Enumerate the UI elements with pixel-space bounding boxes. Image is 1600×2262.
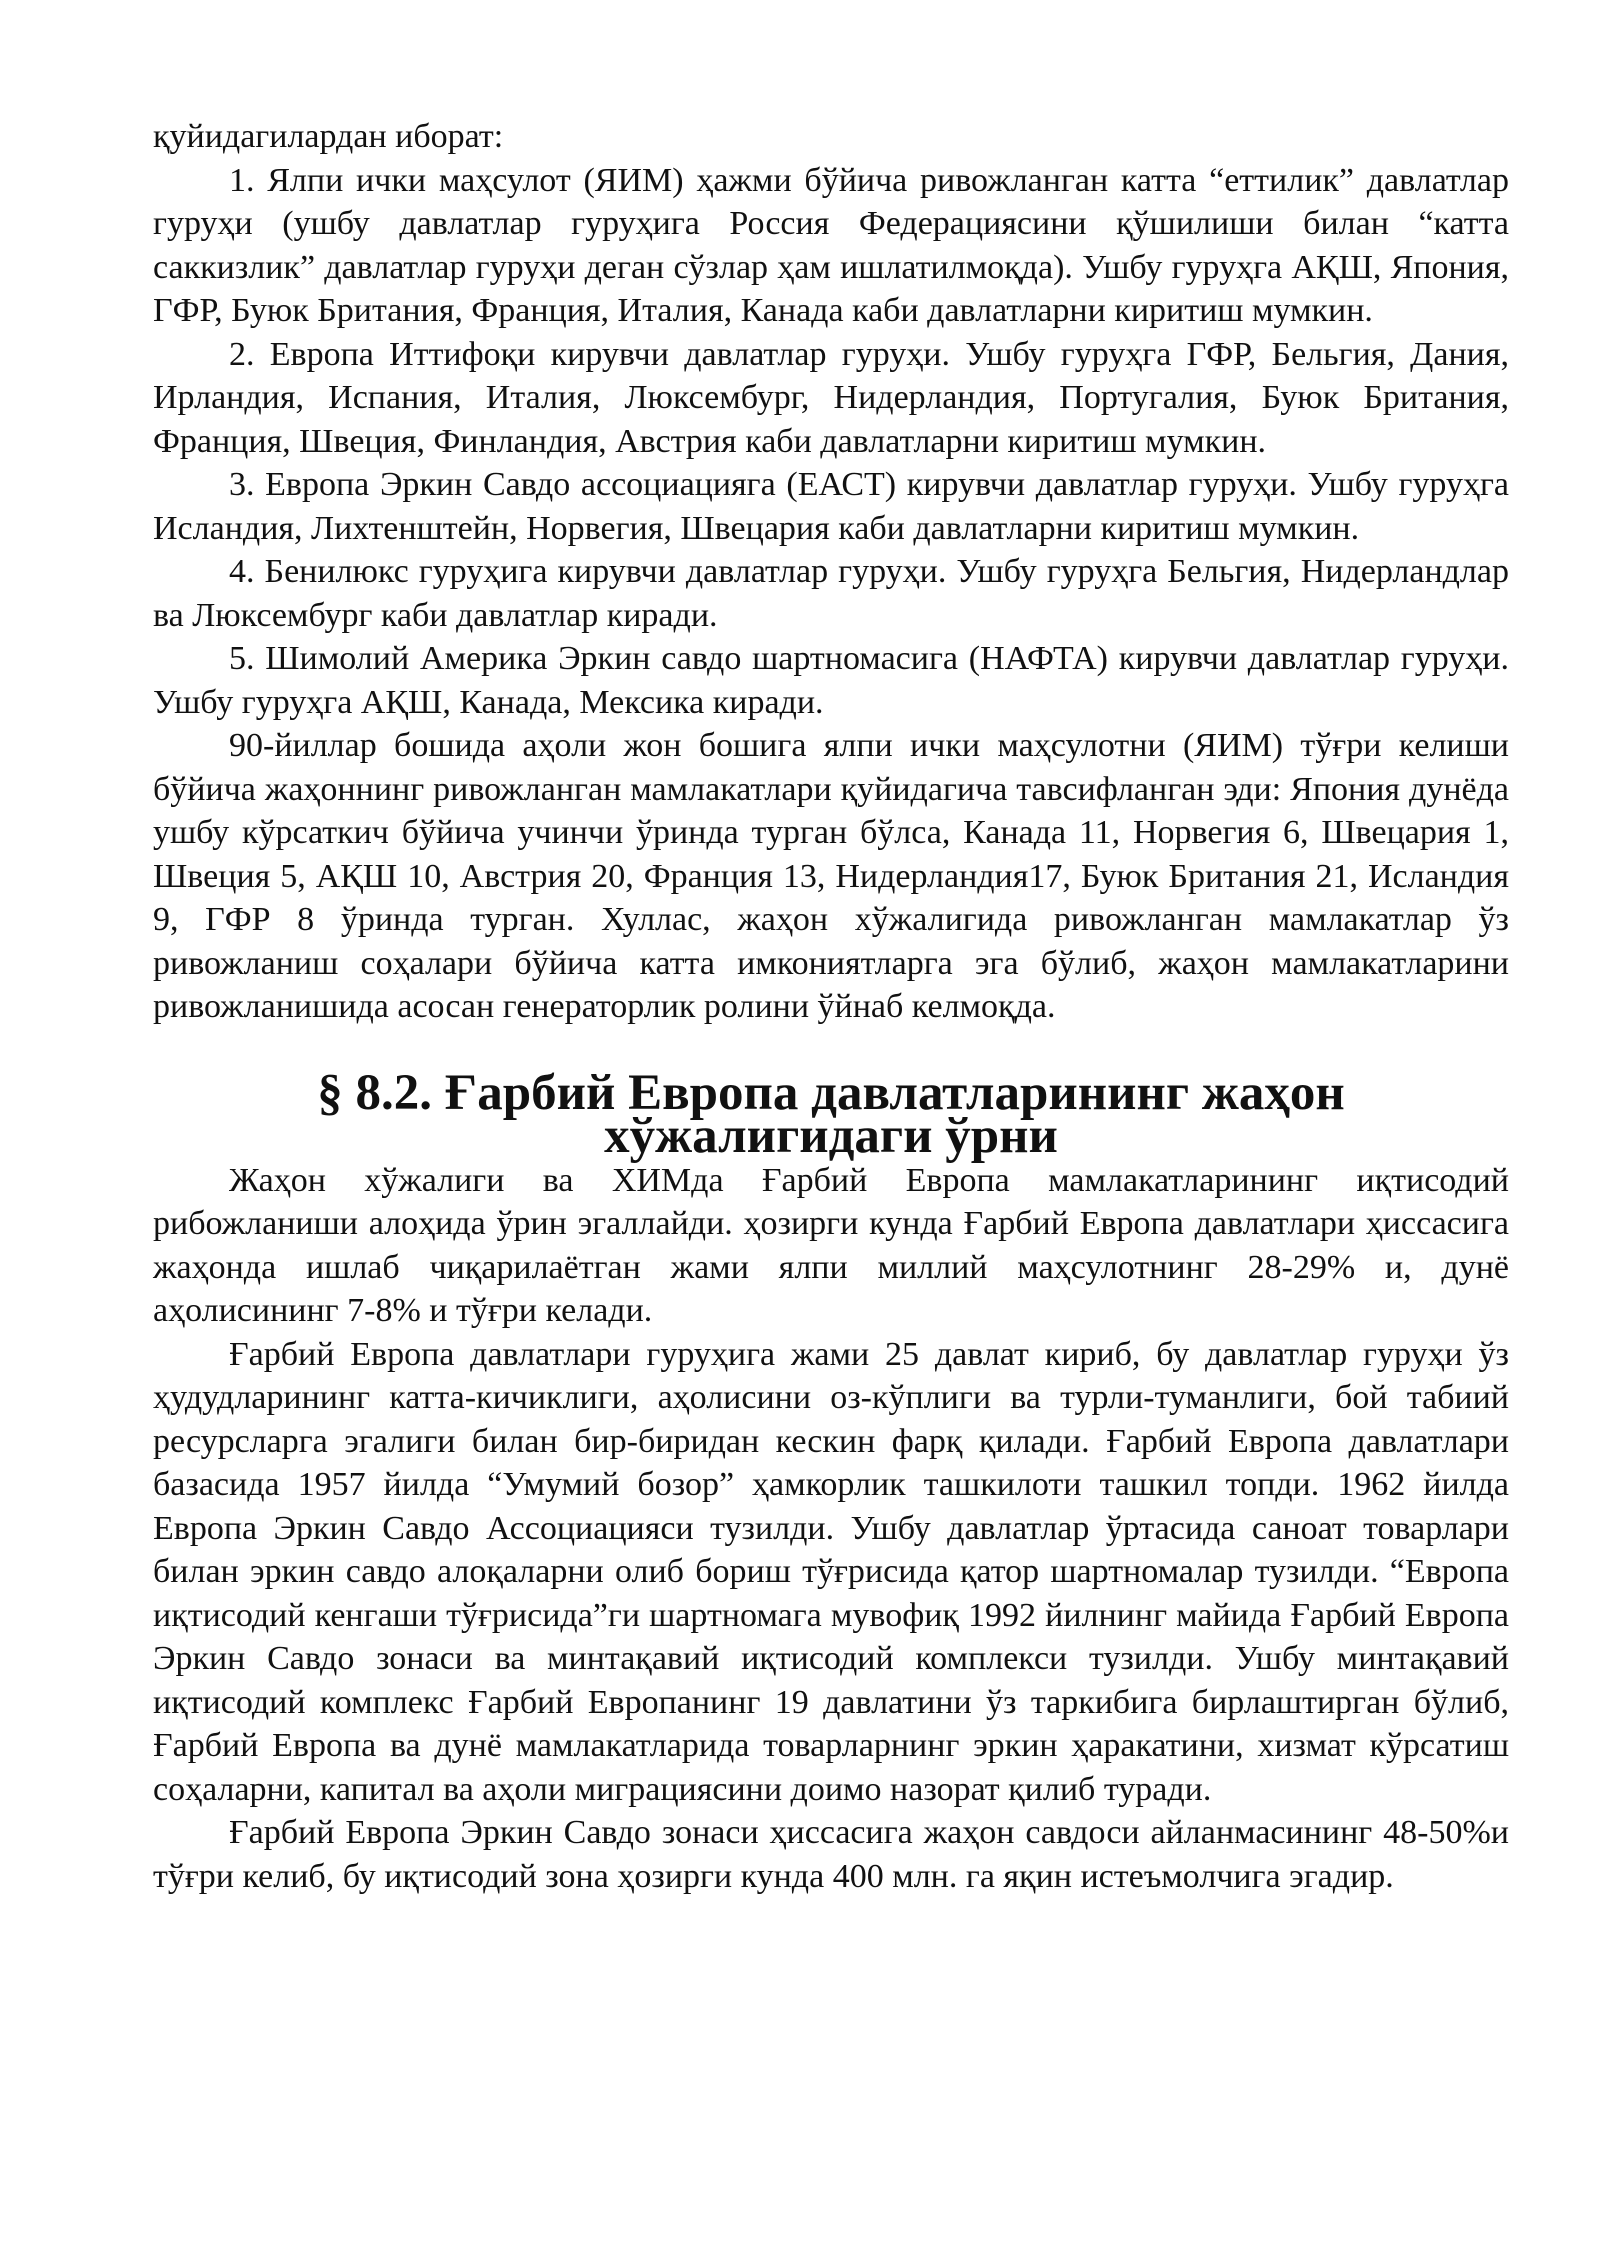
intro-line: қуйидагилардан иборат: <box>153 118 504 155</box>
section-paragraph-1: Жаҳон хўжалиги ва ХИМда Ғарбий Европа мамлакатларининг иқтисодий рибожланиши алоҳида ўрин эгаллайди. ҳозирги кунда Ғарбий Европа давлатлари ҳиссасига жаҳонда ишлаб чиқарилаётган жами ялпи миллий маҳсулотнинг 28-29% и, дунё аҳолисининг 7-8% и тўғри келади. <box>153 1161 1509 1329</box>
list-item-4: 4. Бенилюкс гуруҳига кирувчи давлатлар гуруҳи. Ушбу гуруҳга Бельгия, Нидерландлар ва Люксембург каби давлатлар киради. <box>153 553 1509 634</box>
section-paragraph-2: Ғарбий Европа давлатлари гуруҳига жами 25 давлат кириб, бу давлатлар гуруҳи ўз ҳудудларининг катта-кичиклиги, аҳолисини оз-кўплиги ва турли-туманлиги, бой табиий ресурсларга эгалиги билан бир-биридан кескин фарқ қилади. Ғарбий Европа давлатлари базасида 1957 йилда “Умумий бозор” ҳамкорлик ташкилоти ташкил топди. 1962 йилда Европа Эркин Савдо Ассоциацияси тузилди. Ушбу давлатлар ўртасида саноат товарлари билан эркин савдо алоқаларни олиб бориш тўғрисида қатор шартномалар тузилди. “Европа иқтисодий кенгаши тўғрисида”ги шартномага мувофиқ 1992 йилнинг майида Ғарбий Европа Эркин Савдо зонаси ва минтақавий иқтисодий комплекси тузилди. Ушбу минтақавий иқтисодий комплекс Ғарбий Европанинг 19 давлатини ўз таркибига бирлаштирган бўлиб, Ғарбий Европа ва дунё мамлакатларида товарларнинг эркин ҳаракатини, хизмат кўрсатиш соҳаларни, капитал ва аҳоли миграциясини доимо назорат қилиб туради. <box>153 1335 1509 1808</box>
list-item-5: 5. Шимолий Америка Эркин савдо шартномасига (НАФТА) кирувчи давлатлар гуруҳи. Ушбу гуруҳга АҚШ, Канада, Мексика киради. <box>153 640 1509 721</box>
list-item-1: 1. Ялпи ички маҳсулот (ЯИМ) ҳажми бўйича ривожланган катта “еттилик” давлатлар гуруҳи (ушбу давлатлар гуруҳига Россия Федерациясини қўшилиши билан “катта саккизлик” давлатлар гуруҳи деган сўзлар ҳам ишлатилмоқда). Ушбу гуруҳга АҚШ, Япония, ГФР, Буюк Британия, Франция, Италия, Канада каби давлатларни киритиш мумкин. <box>153 161 1509 329</box>
section-heading: § 8.2. Ғарбий Европа давлатларининг жаҳон хўжалигидаги ўрни <box>317 1064 1345 1164</box>
list-item-2: 2. Европа Иттифоқи кирувчи давлатлар гуруҳи. Ушбу гуруҳга ГФР, Бельгия, Дания, Ирландия, Испания, Италия, Люксембург, Нидерландия, Португалия, Буюк Британия, Франция, Швеция, Финландия, Австрия каби давлатларни киритиш мумкин. <box>153 335 1509 460</box>
section-paragraph-3: Ғарбий Европа Эркин Савдо зонаси ҳиссасига жаҳон савдоси айланмасининг 48-50%и тўғри келиб, бу иқтисодий зона ҳозирги кунда 400 млн. га яқин истеъмолчига эгадир. <box>153 1814 1509 1895</box>
paragraph-90s-ranking: 90-йиллар бошида аҳоли жон бошига ялпи ички маҳсулотни (ЯИМ) тўғри келиши бўйича жаҳоннинг ривожланган мамлакатлари қуйидагича тавсифланган эди: Япония дунёда ушбу кўрсаткич бўйича учинчи ўринда турган бўлса, Канада 11, Норвегия 6, Швецария 1, Швеция 5, АҚШ 10, Австрия 20, Франция 13, Нидерландия17, Буюк Британия 21, Исландия 9, ГФР 8 ўринда турган. Хуллас, жаҳон хўжалигида ривожланган мамлакатлар ўз ривожланиш соҳалари бўйича катта имкониятларга эга бўлиб, жаҳон мамлакатларини ривожланишида асосан генераторлик ролини ўйнаб келмоқда. <box>153 727 1509 1025</box>
document-page <box>153 115 1509 1898</box>
list-item-3: 3. Европа Эркин Савдо ассоциацияга (ЕАСТ) кирувчи давлатлар гуруҳи. Ушбу гуруҳга Исландия, Лихтенштейн, Норвегия, Швецария каби давлатларни киритиш мумкин. <box>153 466 1509 547</box>
